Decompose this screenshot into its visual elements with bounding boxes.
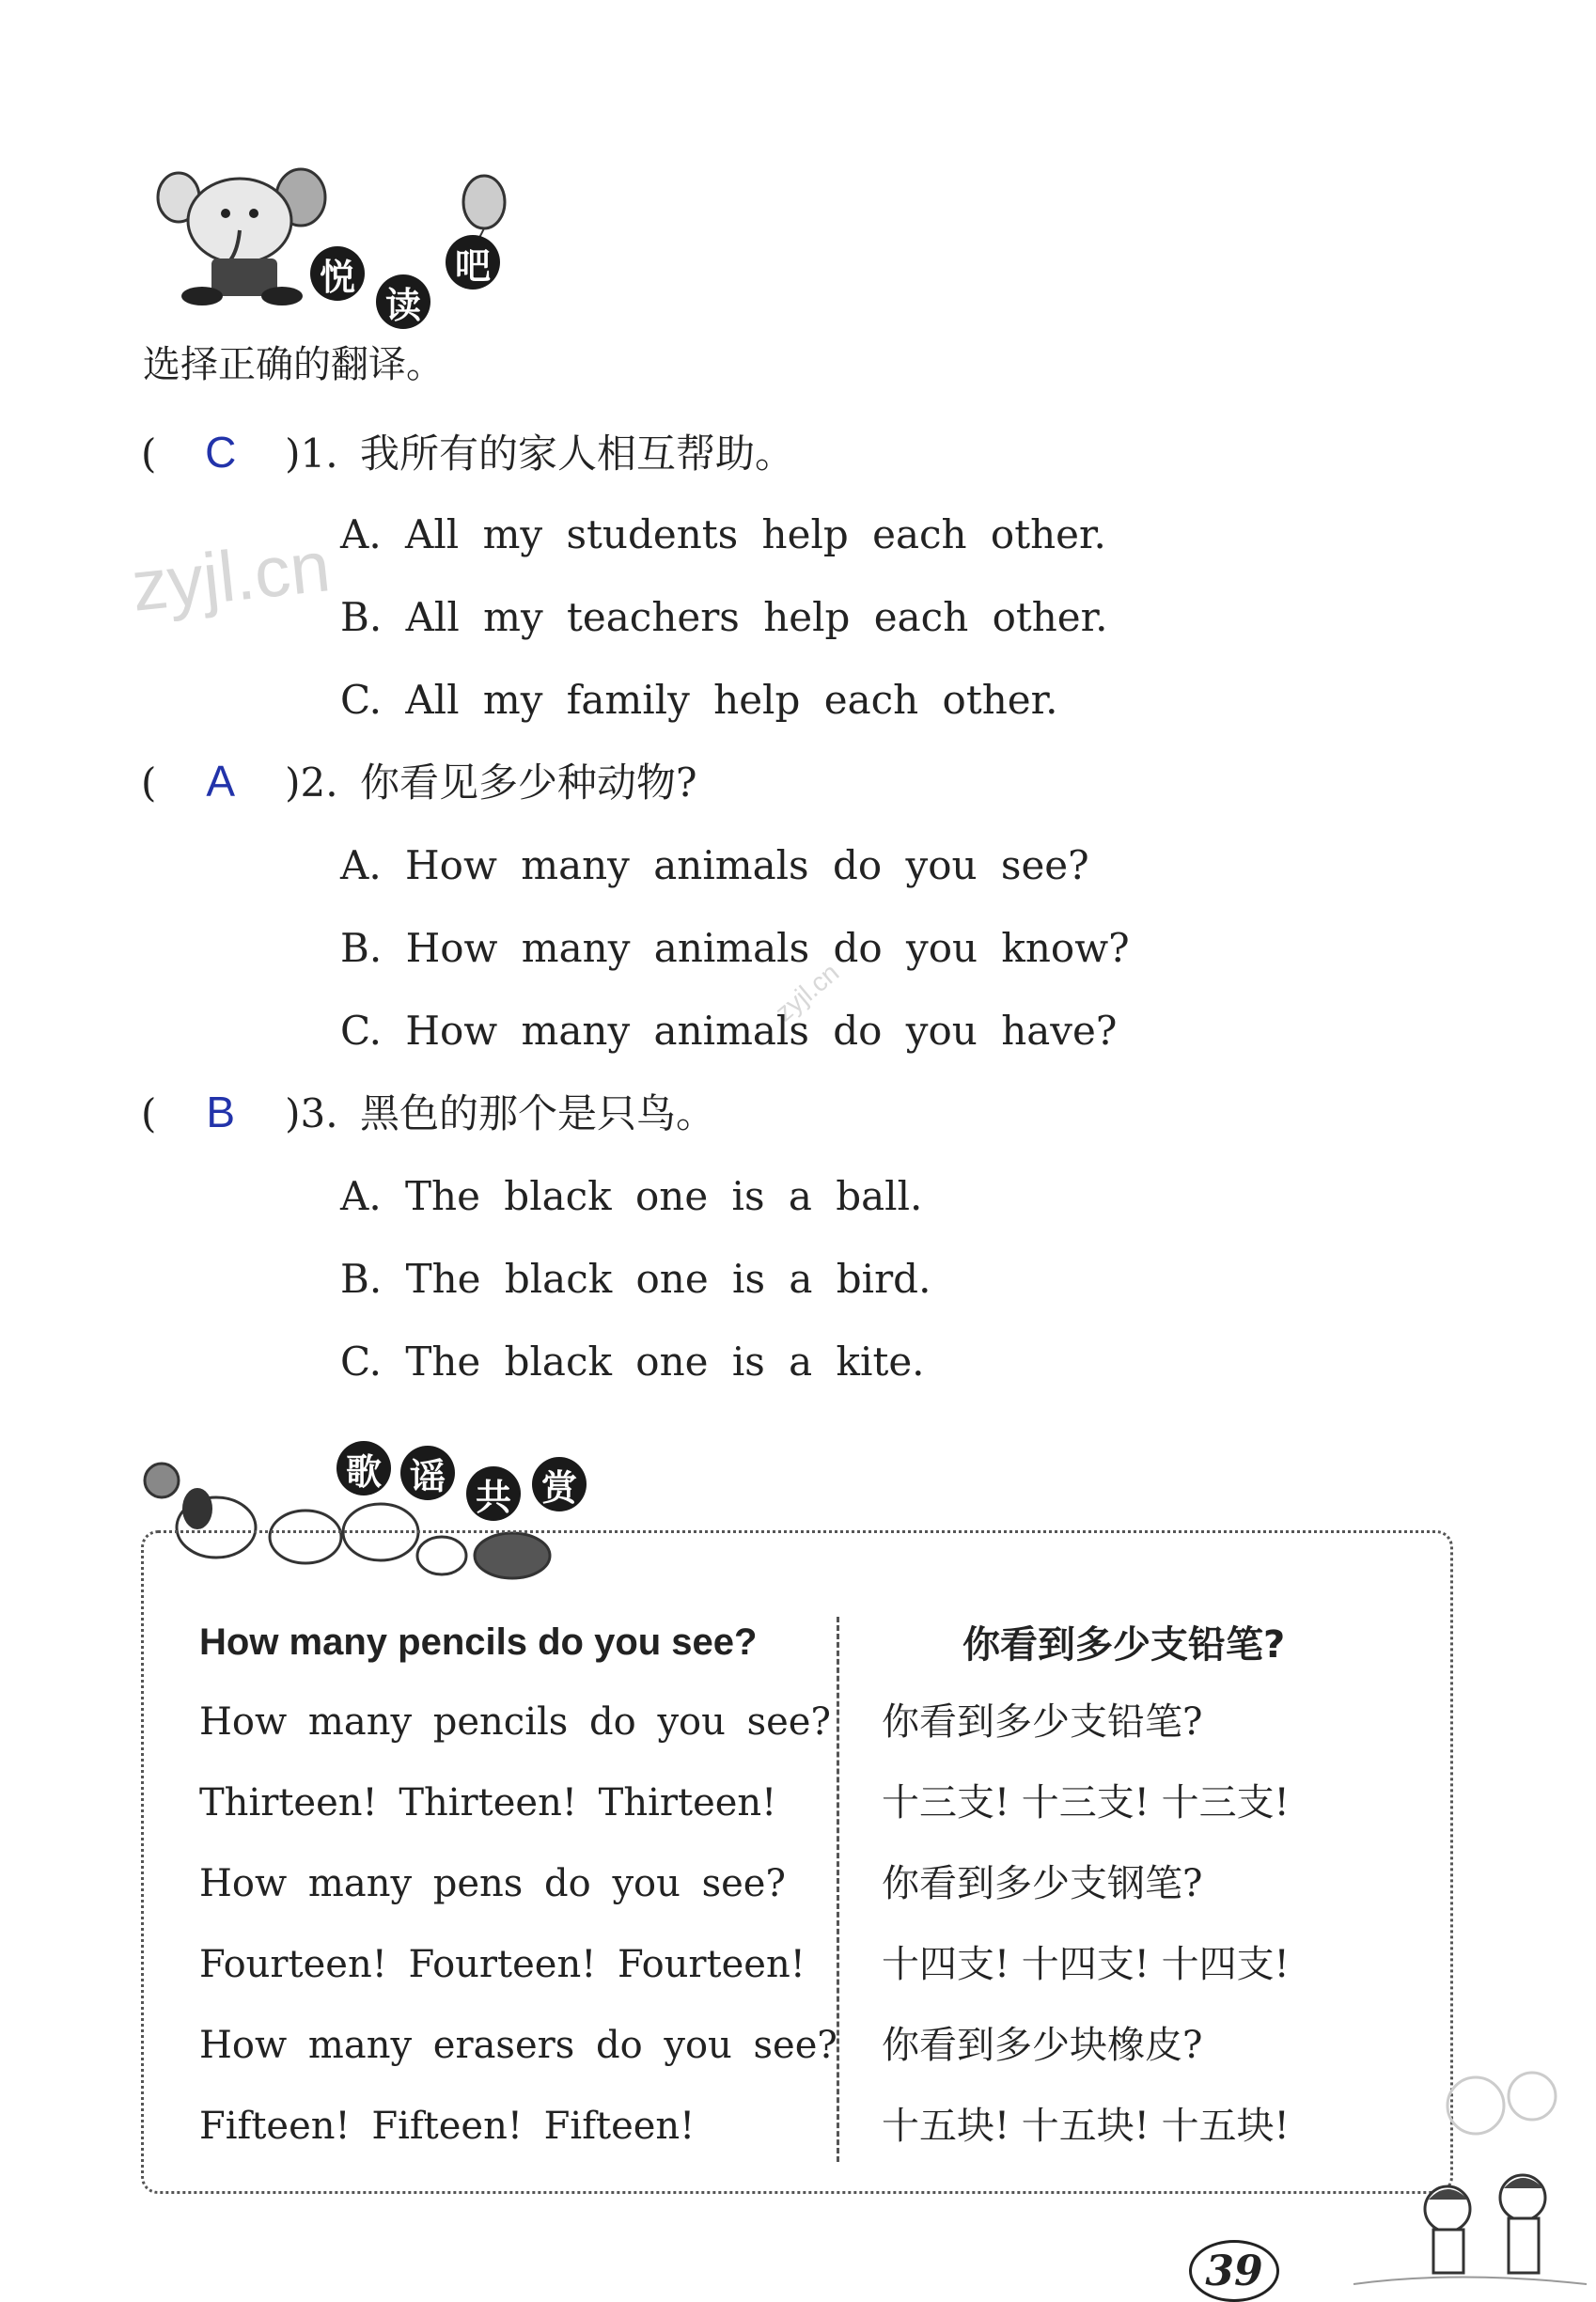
- song-line-en: Fourteen! Fourteen! Fourteen!: [199, 1943, 806, 1986]
- question-prompt: 黑色的那个是只鸟。: [359, 1090, 715, 1136]
- question-number: )2.: [285, 760, 338, 806]
- children-illustration: [1335, 2068, 1588, 2294]
- song-line-en: How many pencils do you see?: [199, 1700, 831, 1744]
- song-title-zh: 你看到多少支铅笔?: [962, 1623, 1286, 1667]
- option-b[interactable]: B. All my teachers help each other.: [340, 594, 1108, 640]
- song-line-en: How many pens do you see?: [199, 1862, 786, 1905]
- question-number: )3.: [285, 1090, 338, 1136]
- header-char-badge: 谣: [400, 1446, 455, 1500]
- question-number: )1.: [285, 431, 338, 477]
- option-c[interactable]: C. The black one is a kite.: [340, 1339, 925, 1385]
- song-line-zh: 你看到多少支铅笔?: [882, 1700, 1203, 1744]
- answer-mark[interactable]: C: [205, 428, 237, 477]
- option-c[interactable]: C. All my family help each other.: [340, 677, 1058, 723]
- question-3: ( B )3. 黑色的那个是只鸟。: [141, 1088, 715, 1136]
- answer-mark[interactable]: B: [206, 1088, 236, 1136]
- question-2: ( A )2. 你看见多少种动物?: [141, 757, 697, 806]
- question-prompt: 你看见多少种动物?: [359, 760, 697, 806]
- option-b[interactable]: B. How many animals do you know?: [340, 925, 1130, 971]
- song-line-en: How many erasers do you see?: [199, 2024, 837, 2067]
- song-line-zh: 十四支! 十四支! 十四支!: [882, 1943, 1290, 1986]
- song-line-zh: 十五块! 十五块! 十五块!: [882, 2105, 1290, 2148]
- watermark: zyjl.cn: [769, 957, 845, 1027]
- option-b[interactable]: B. The black one is a bird.: [340, 1256, 931, 1302]
- header-char-badge: 悦: [310, 246, 365, 301]
- song-title-en: How many pencils do you see?: [199, 1621, 758, 1663]
- column-divider: [837, 1617, 839, 2162]
- header-char-badge: 歌: [336, 1441, 391, 1496]
- song-line-en: Thirteen! Thirteen! Thirteen!: [199, 1781, 777, 1824]
- song-line-zh: 你看到多少支钢笔?: [882, 1862, 1203, 1905]
- question-prompt: 我所有的家人相互帮助。: [359, 431, 794, 477]
- page-number: 39: [1189, 2240, 1279, 2302]
- song-line-en: Fifteen! Fifteen! Fifteen!: [199, 2105, 696, 2148]
- option-a[interactable]: A. How many animals do you see?: [340, 842, 1089, 888]
- watermark: zyjl.cn: [128, 526, 335, 627]
- option-c[interactable]: C. How many animals do you have?: [340, 1008, 1118, 1054]
- option-a[interactable]: A. All my students help each other.: [340, 511, 1106, 557]
- song-line-zh: 你看到多少块橡皮?: [882, 2024, 1203, 2067]
- option-a[interactable]: A. The black one is a ball.: [340, 1173, 923, 1219]
- song-line-zh: 十三支! 十三支! 十三支!: [882, 1781, 1290, 1824]
- instruction: 选择正确的翻译。: [143, 343, 444, 386]
- question-1: ( C )1. 我所有的家人相互帮助。: [141, 428, 794, 477]
- header-char-badge: 共: [466, 1466, 521, 1521]
- header-char-badge: 吧: [446, 235, 500, 290]
- answer-mark[interactable]: A: [206, 757, 236, 806]
- header-char-badge: 读: [376, 274, 430, 329]
- header-char-badge: 赏: [532, 1457, 587, 1511]
